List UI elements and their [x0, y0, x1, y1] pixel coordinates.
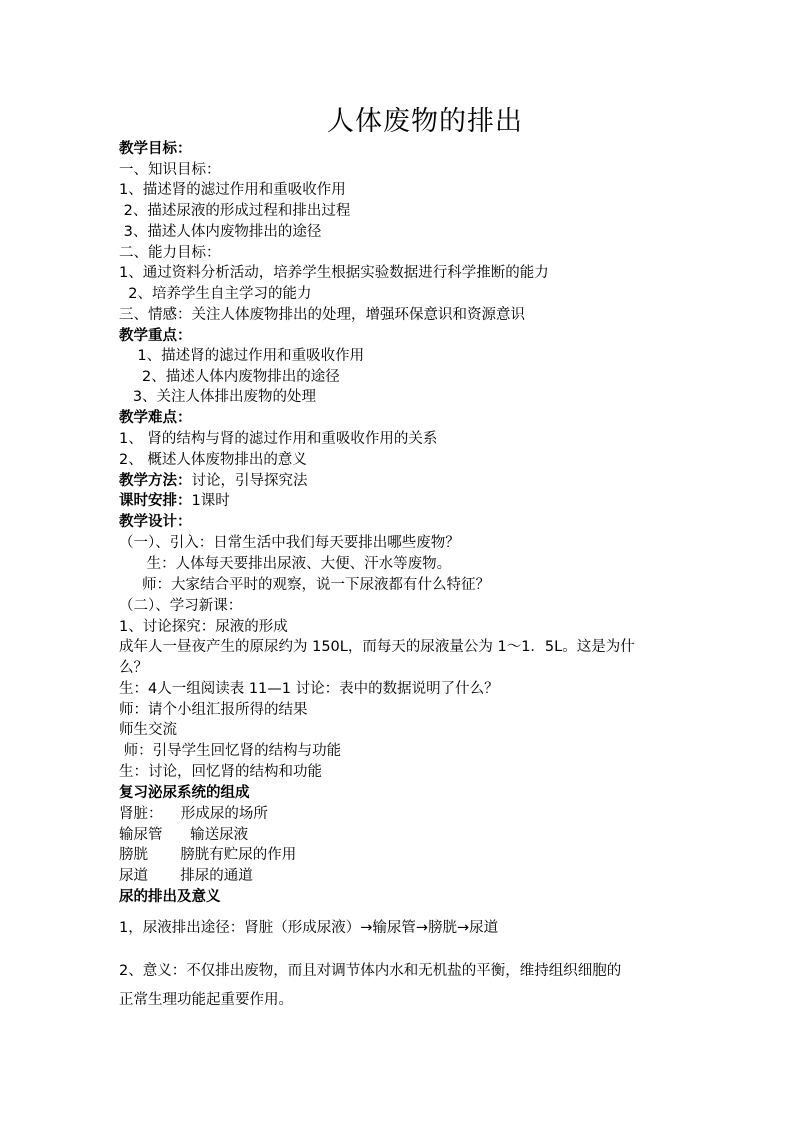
text-line	[119, 222, 321, 242]
text-line	[119, 429, 437, 449]
line-text: 讨论，引导探究法	[191, 473, 308, 489]
line-text: 2、描述尿液的形成过程和排出过程	[119, 203, 351, 219]
line-text: 师：请个小组汇报所得的结果	[119, 702, 308, 718]
text-line	[119, 762, 322, 782]
text-line	[119, 990, 293, 1010]
line-text: 生：人体每天要排出尿液、大便、汗水等废物。	[119, 556, 452, 572]
text-line	[119, 512, 192, 532]
section-heading: 教学难点：	[119, 410, 192, 426]
line-text: 师：引导学生回忆肾的结构与功能	[119, 743, 342, 759]
section-heading: 课时安排：	[119, 493, 192, 509]
line-text: 3、描述人体内废物排出的途径	[119, 224, 322, 240]
line-text: 肾脏： 形成尿的场所	[119, 806, 268, 822]
text-line	[119, 825, 248, 845]
text-line	[119, 263, 549, 283]
text-line	[119, 554, 451, 574]
text-line	[119, 918, 498, 938]
text-line	[119, 741, 341, 761]
section-heading: 尿的排出及意义	[119, 889, 221, 905]
line-text: 1、讨论探究：尿液的形成	[119, 619, 288, 635]
line-text: 1、通过资料分析活动，培养学生根据实验数据进行科学推断的能力	[119, 265, 549, 281]
text-line	[119, 367, 340, 387]
line-text: 3、关注人体排出废物的处理	[119, 389, 317, 405]
line-text: 2、培养学生自主学习的能力	[119, 286, 312, 302]
line-text: 2、 概述人体废物排出的意义	[119, 452, 307, 468]
line-text: 膀胱 膀胱有贮尿的作用	[119, 847, 297, 863]
text-line	[119, 804, 268, 824]
text-line	[119, 866, 253, 886]
text-line	[119, 575, 490, 595]
text-line	[119, 887, 221, 907]
line-text: （一）、引入：日常生活中我们每天要排出哪些废物？	[119, 535, 460, 551]
text-line	[119, 961, 621, 981]
document-title: 人体废物的排出	[327, 106, 523, 137]
text-line	[119, 284, 311, 304]
text-line	[119, 845, 296, 865]
section-heading: 教学目标：	[119, 141, 192, 157]
text-line	[119, 720, 177, 740]
text-line	[119, 679, 499, 699]
line-text: 三、情感：关注人体废物排出的处理，增强环保意识和资源意识	[119, 307, 525, 323]
text-line	[119, 783, 250, 803]
text-line	[119, 596, 242, 616]
text-line	[119, 326, 192, 346]
text-line	[119, 201, 350, 221]
text-line	[119, 139, 192, 159]
line-text: 输尿管 输送尿液	[119, 827, 249, 843]
line-text: 成年人一昼夜产生的原尿约为 150L，而每天的尿液量公为 1～1．5L。这是为什	[119, 639, 635, 655]
line-text: 1、描述肾的滤过作用和重吸收作用	[119, 348, 365, 364]
line-text: 师生交流	[119, 722, 177, 738]
text-line	[119, 491, 230, 511]
text-line	[119, 617, 288, 637]
text-line	[119, 450, 307, 470]
section-heading: 教学设计：	[119, 514, 192, 530]
text-line	[119, 658, 148, 678]
text-line	[119, 471, 308, 491]
line-text: （二）、学习新课：	[119, 598, 243, 614]
line-text: 2、描述人体内废物排出的途径	[119, 369, 340, 385]
text-line	[119, 243, 221, 263]
line-text: 么？	[119, 660, 148, 676]
section-heading: 教学方法：	[119, 473, 192, 489]
text-line	[119, 305, 525, 325]
line-text: 正常生理功能起重要作用。	[119, 992, 293, 1008]
section-heading: 教学重点：	[119, 328, 192, 344]
line-text: 生：4人一组阅读表 11—1 讨论：表中的数据说明了什么？	[119, 681, 499, 697]
text-line	[119, 637, 635, 657]
line-text: 2、意义：不仅排出废物，而且对调节体内水和无机盐的平衡，维持组织细胞的	[119, 963, 622, 979]
text-line	[119, 408, 192, 428]
line-text: 1、描述肾的滤过作用和重吸收作用	[119, 182, 346, 198]
line-text: 生：讨论，回忆肾的结构和功能	[119, 764, 322, 780]
text-line	[119, 700, 308, 720]
line-text: 二、能力目标：	[119, 245, 221, 261]
text-line	[119, 346, 364, 366]
section-heading: 复习泌尿系统的组成	[119, 785, 250, 801]
text-line	[119, 180, 346, 200]
line-text: 1，尿液排出途径：肾脏（形成尿液）→输尿管→膀胱→尿道	[119, 920, 499, 936]
line-text: 1课时	[191, 493, 230, 509]
text-line	[119, 160, 221, 180]
line-text: 尿道 排尿的通道	[119, 868, 253, 884]
text-line	[119, 387, 316, 407]
line-text: 一、知识目标：	[119, 162, 221, 178]
text-line	[119, 533, 460, 553]
line-text: 1、 肾的结构与肾的滤过作用和重吸收作用的关系	[119, 431, 438, 447]
line-text: 师：大家结合平时的观察，说一下尿液都有什么特征？	[119, 577, 491, 593]
